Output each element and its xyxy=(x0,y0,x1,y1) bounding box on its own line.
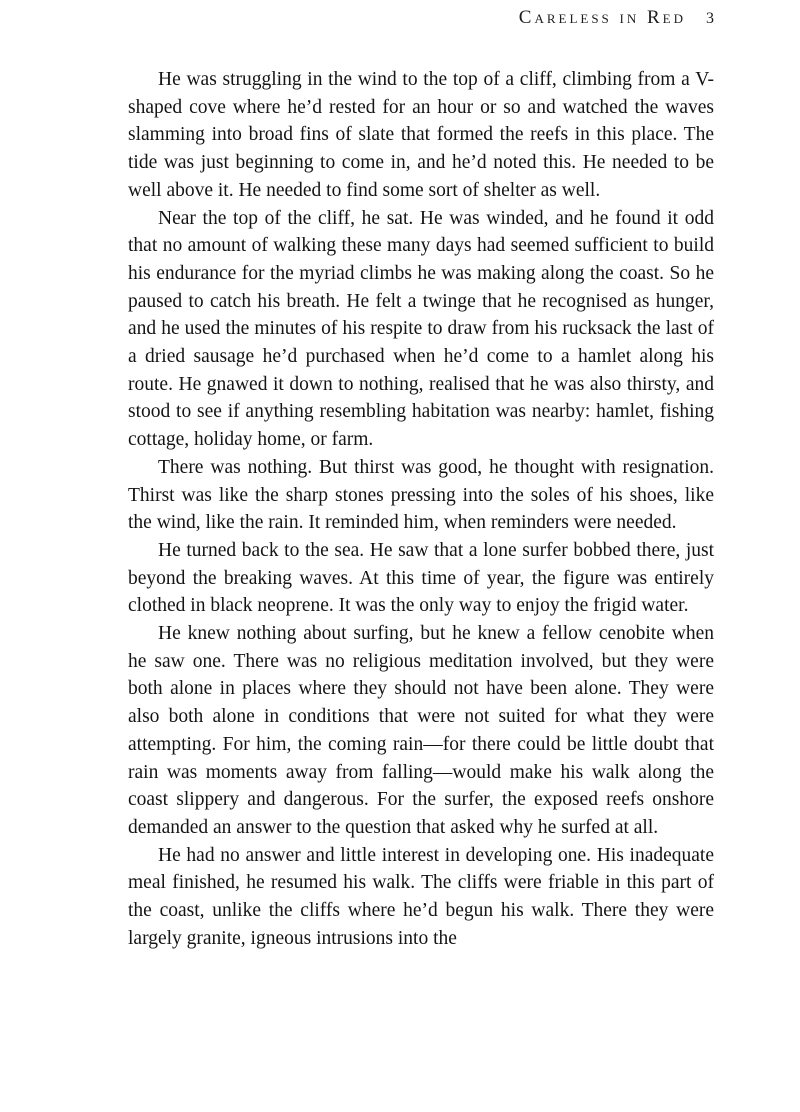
paragraph-4: He turned back to the sea. He saw that a lone surfer bobbed there, just beyond the breaking waves. At this time of year, the figure was entirely clothed in black neoprene. It was the only way to enjoy the frigid water. xyxy=(128,539,714,617)
paragraph-2: Near the top of the cliff, he sat. He was winded, and he found it odd that no amount of walking these many days had seemed sufficient to build his endurance for the myriad climbs he was making along the coast. So he paused to catch his breath. He felt a twinge that he recognised as hunger, and he used the minutes of his respite to draw from his rucksack the last of a dried sausage he’d purchased when he’d come to a hamlet along his route. He gnawed it down to nothing, realised that he was also thirsty, and stood to see if anything resembling habitation was nearby: hamlet, fishing cottage, holiday home, or farm. xyxy=(128,207,714,451)
paragraph-5: He knew nothing about surfing, but he knew a fellow cenobite when he saw one. There was no religious meditation involved, but they were both alone in places where they should not have been alone. They were also both alone in conditions that were not suited for what they were attempting. For him, the coming rain—for there could be little doubt that rain was moments away from falling—would make his walk along the coast slippery and dangerous. For the surfer, the exposed reefs onshore demanded an answer to the question that asked why he surfed at all. xyxy=(128,623,714,838)
paragraph-3: There was nothing. But thirst was good, he thought with resignation. Thirst was like the sharp stones pressing into the soles of his shoes, like the wind, like the rain. It reminded him, when reminders were needed. xyxy=(128,456,714,534)
page-number: 3 xyxy=(706,10,714,27)
paragraph-1: He was struggling in the wind to the top of a cliff, climbing from a V-shaped cove where he’d rested for an hour or so and watched the waves slamming into broad fins of slate that formed the reefs in this place. The tide was just beginning to come in, and he’d noted this. He needed to be well above it. He needed to find some sort of shelter as well. xyxy=(128,69,714,201)
page-body xyxy=(128,66,714,953)
page-header xyxy=(128,8,714,29)
paragraph-6: He had no answer and little interest in developing one. His inadequate meal finished, he resumed his walk. The cliffs were friable in this part of the coast, unlike the cliffs where he’d begun his walk. There they were largely granite, igneous intrusions into the xyxy=(128,844,714,949)
running-title: Careless in Red xyxy=(518,7,686,28)
